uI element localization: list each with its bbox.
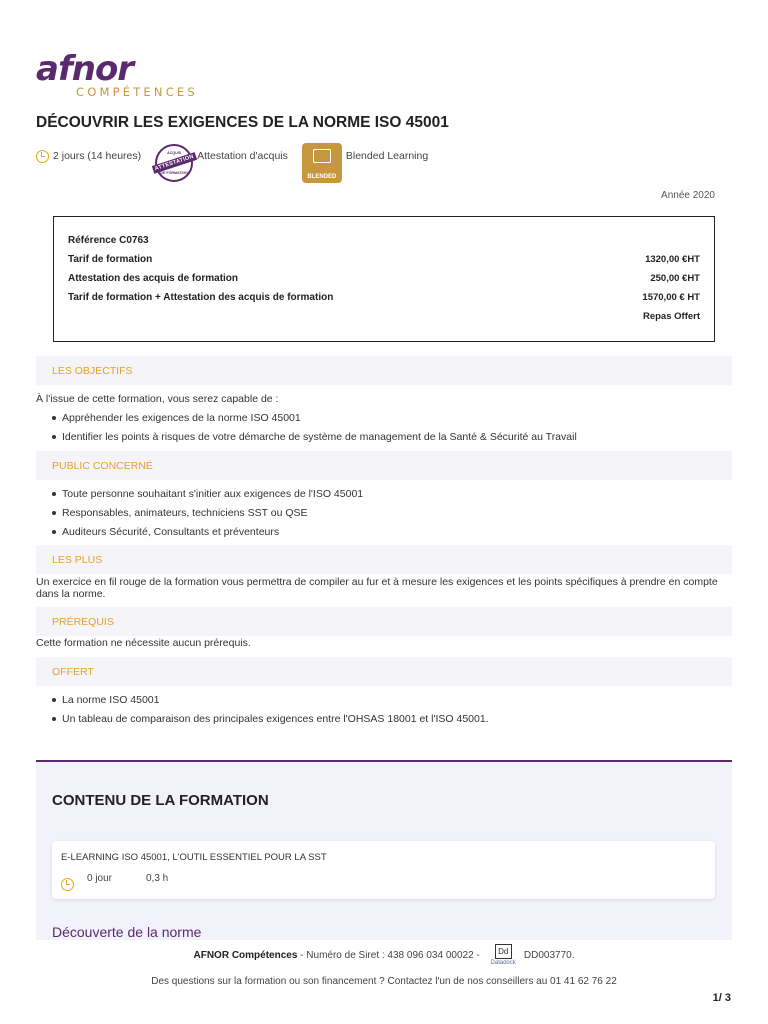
list-item	[36, 522, 732, 541]
page-number: 1/ 3	[712, 992, 731, 1004]
content-panel	[36, 760, 732, 940]
price-label: Tarif de formation	[68, 254, 153, 265]
duration-text: 2 jours (14 heures)	[53, 150, 142, 162]
section-heading-prerequis: PRÉREQUIS	[36, 607, 732, 636]
price-label: Tarif de formation + Attestation des acquis de formation	[68, 292, 334, 303]
section-heading-plus: LES PLUS	[36, 545, 732, 574]
list-item	[36, 427, 732, 446]
attestation-badge-ribbon: ATTESTATION	[152, 152, 197, 173]
blended-badge-text: BLENDED	[307, 174, 337, 180]
public-list	[36, 484, 732, 541]
meal-text: Repas Offert	[642, 311, 700, 322]
footer-siret: - Numéro de Siret : 438 096 034 00022 -	[297, 949, 483, 961]
list-item-text: Responsables, animateurs, techniciens SST ou QSE	[62, 506, 308, 519]
logo-wordmark: afnor	[36, 49, 134, 89]
datadock-id: DD003770.	[523, 949, 575, 961]
list-item-text: Un tableau de comparaison des principales exigences entre l'OHSAS 18001 et l'ISO 45001.	[62, 712, 489, 725]
module-card	[52, 841, 715, 899]
section-heading-objectifs: LES OBJECTIFS	[36, 356, 732, 385]
list-item-text: La norme ISO 45001	[62, 693, 160, 706]
footer-company: AFNOR Compétences	[193, 949, 298, 961]
price-value: 1320,00 €HT	[645, 254, 700, 265]
prerequis-text: Cette formation ne nécessite aucun prérequis.	[36, 637, 251, 649]
page-title: DÉCOUVRIR LES EXIGENCES DE LA NORME ISO 45001	[36, 114, 449, 131]
footer-contact: Des questions sur la formation ou son financement ? Contactez l'un de nos conseillers au 01 41 62 76 22	[151, 976, 617, 987]
attestation-badge-icon	[155, 144, 193, 182]
price-value: 1570,00 € HT	[642, 292, 700, 303]
logo-subtitle: COMPÉTENCES	[76, 85, 198, 99]
year-label: Année 2020	[661, 190, 715, 201]
blended-picture	[313, 149, 331, 163]
price-value: 250,00 €HT	[650, 273, 700, 284]
afnor-logo	[36, 49, 236, 102]
meal-row	[68, 307, 700, 326]
price-row	[68, 250, 700, 269]
section-heading-offert: OFFERT	[36, 657, 732, 686]
price-row	[68, 269, 700, 288]
datadock-label: Datadock	[490, 960, 516, 966]
objectifs-list	[36, 408, 732, 446]
list-item-text: Toute personne souhaitant s'initier aux exigences de l'ISO 45001	[62, 487, 364, 500]
section-heading-public: PUBLIC CONCERNÉ	[36, 451, 732, 480]
attestation-badge-top: ACQUIS	[167, 151, 182, 155]
datadock-icon: Dd	[495, 944, 512, 959]
blended-label: Blended Learning	[345, 150, 429, 162]
list-item	[36, 484, 732, 503]
module-title: E-LEARNING ISO 45001, L'OUTIL ESSENTIEL POUR LA SST	[61, 852, 327, 863]
offert-list	[36, 690, 732, 728]
objectifs-intro: À l'issue de cette formation, vous serez capable de :	[36, 393, 279, 405]
blended-learning-icon	[302, 143, 342, 183]
reference-text: Référence C0763	[68, 235, 149, 246]
list-item	[36, 690, 732, 709]
list-item	[36, 709, 732, 728]
clock-icon	[36, 150, 49, 163]
list-item-text: Identifier les points à risques de votre démarche de système de management de la Santé & Sécurité au Travail	[62, 430, 577, 443]
footer-company-line	[0, 944, 768, 966]
list-item-text: Appréhender les exigences de la norme ISO 45001	[62, 411, 301, 424]
attestation-badge-bottom: DE FORMATION	[160, 171, 188, 175]
module-hours: 0,3 h	[146, 873, 169, 884]
list-item	[36, 408, 732, 427]
pricing-box	[53, 216, 715, 342]
plus-text: Un exercice en fil rouge de la formation vous permettra de compiler au fur et à mesure les exigences et les points spécifiques à prendre en compte dans la norme.	[36, 576, 718, 600]
list-item-text: Auditeurs Sécurité, Consultants et préventeurs	[62, 525, 280, 538]
content-subheading: Découverte de la norme	[52, 924, 202, 940]
list-item	[36, 503, 732, 522]
clock-icon	[61, 878, 74, 891]
datadock-logo	[491, 944, 516, 966]
reference-row	[68, 231, 700, 250]
price-row	[68, 288, 700, 307]
attestation-label: Attestation d'acquis	[197, 150, 288, 162]
module-days: 0 jour	[87, 873, 113, 884]
course-meta	[36, 142, 428, 184]
price-label: Attestation des acquis de formation	[68, 273, 239, 284]
content-title: CONTENU DE LA FORMATION	[52, 792, 269, 809]
